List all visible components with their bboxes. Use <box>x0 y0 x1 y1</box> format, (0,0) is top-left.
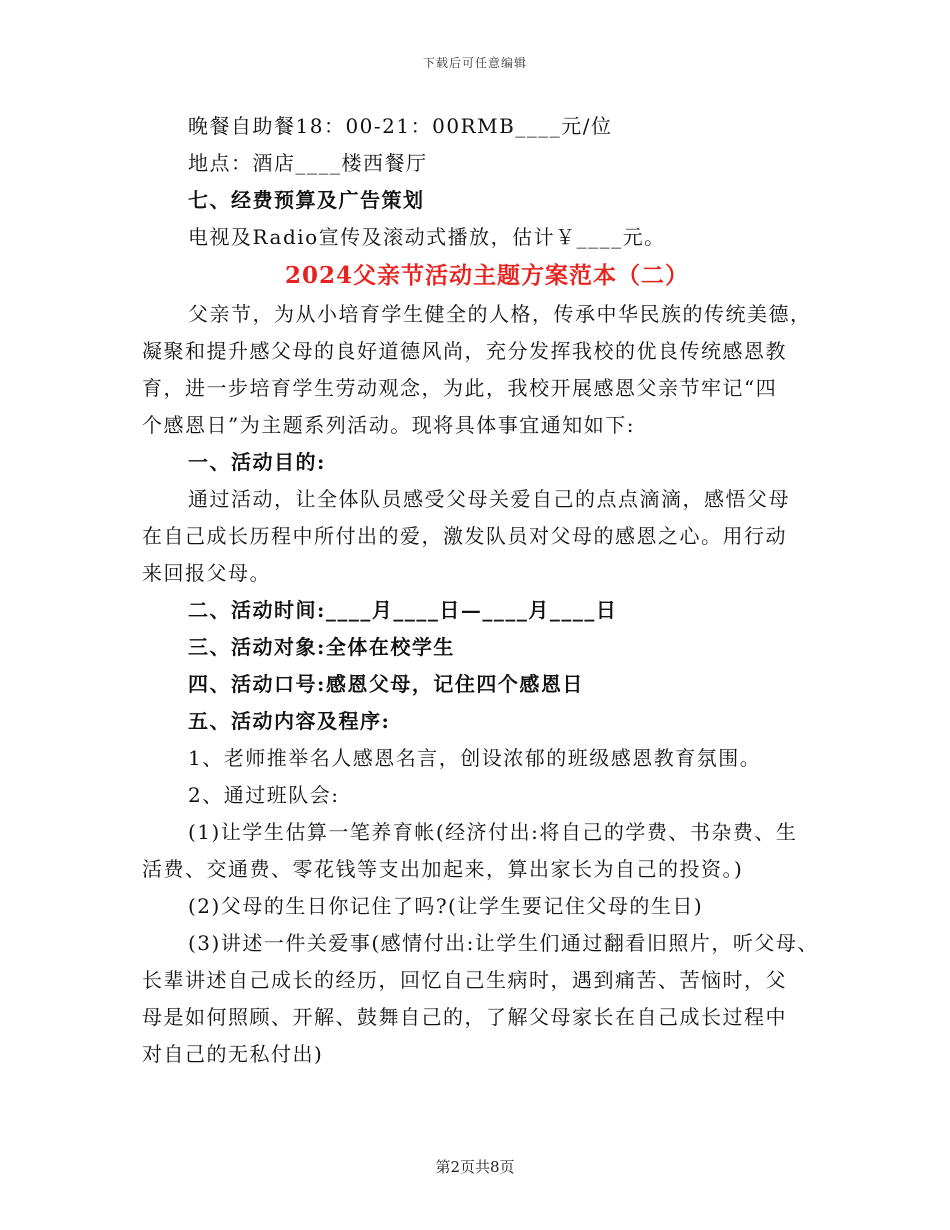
document-title: 2024父亲节活动主题方案范本（二） <box>284 262 689 289</box>
sub-item-one-line-1: (1)让学生估算一笔养育帐(经济付出:将自己的学费、书杂费、生 <box>188 820 798 844</box>
intro-line-4: 个感恩日”为主题系列活动。现将具体事宜通知如下: <box>142 413 635 437</box>
section-three-heading: 三、活动对象:全体在校学生 <box>188 635 455 659</box>
document-body <box>142 108 832 1073</box>
sub-item-three-line-1: (3)讲述一件关爱事(感情付出:让学生们通过翻看旧照片，听父母、 <box>188 931 819 955</box>
item-two-line: 2、通过班队会: <box>188 783 340 807</box>
section-one-heading: 一、活动目的: <box>188 450 326 474</box>
intro-line-1: 父亲节，为从小培育学生健全的人格，传承中华民族的传统美德， <box>188 302 812 326</box>
dinner-buffet-line: 晚餐自助餐18：00-21：00RMB____元/位 <box>188 114 613 138</box>
sub-item-three-line-3: 母是如何照顾、开解、鼓舞自己的，了解父母家长在自己成长过程中 <box>142 1005 787 1029</box>
section-two-heading: 二、活动时间:____月____日—____月____日 <box>188 598 618 622</box>
section-seven-heading: 七、经费预算及广告策划 <box>188 188 425 212</box>
intro-line-3: 育，进一步培育学生劳动观念，为此，我校开展感恩父亲节牢记“四 <box>142 376 778 400</box>
page-header-note: 下载后可任意编辑 <box>422 56 527 70</box>
advertising-line: 电视及Radio宣传及滚动式播放，估计￥____元。 <box>188 225 666 249</box>
sub-item-one-line-2: 活费、交通费、零花钱等支出加起来，算出家长为自己的投资。) <box>142 857 744 881</box>
item-one-line: 1、老师推举名人感恩名言，创设浓郁的班级感恩教育氛围。 <box>188 746 762 770</box>
sub-item-three-line-4: 对自己的无私付出) <box>142 1042 324 1066</box>
page-number-footer: 第2页共8页 <box>435 1158 515 1176</box>
section-five-heading: 五、活动内容及程序: <box>188 709 391 733</box>
section-one-line-2: 在自己成长历程中所付出的爱，激发队员对父母的感恩之心。用行动 <box>142 524 787 548</box>
intro-line-2: 凝聚和提升感父母的良好道德风尚，充分发挥我校的优良传统感恩教 <box>142 339 787 363</box>
section-one-line-3: 来回报父母。 <box>142 561 271 585</box>
sub-item-three-line-2: 长辈讲述自己成长的经历，回忆自己生病时，遇到痛苦、苦恼时，父 <box>142 968 787 992</box>
section-one-line-1: 通过活动，让全体队员感受父母关爱自己的点点滴滴，感悟父母 <box>188 487 790 511</box>
section-four-heading: 四、活动口号:感恩父母，记住四个感恩日 <box>188 672 584 696</box>
location-line: 地点：酒店____楼西餐厅 <box>188 151 428 175</box>
sub-item-two-line: (2)父母的生日你记住了吗?(让学生要记住父母的生日) <box>188 894 704 918</box>
